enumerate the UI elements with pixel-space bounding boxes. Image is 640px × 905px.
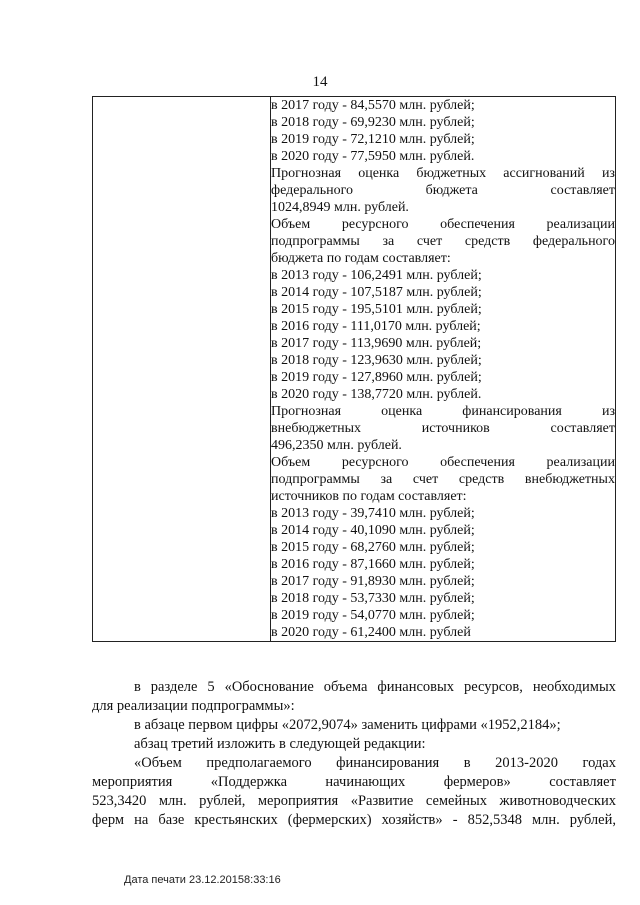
text-line: в 2016 году - 111,0170 млн. рублей;	[271, 319, 481, 334]
text-line: в 2015 году - 195,5101 млн. рублей;	[271, 302, 482, 317]
word: за	[380, 472, 393, 487]
word: реализации	[546, 455, 615, 470]
word: обеспечения	[440, 217, 515, 232]
word: бюджета	[425, 183, 478, 198]
text-line: в абзаце первом цифры «2072,9074» заменить цифрами «1952,2184»;	[134, 717, 561, 733]
text-line: в 2013 году - 39,7410 млн. рублей;	[271, 506, 475, 521]
word: средств	[464, 234, 511, 249]
justified-line	[271, 182, 615, 199]
text-line: бюджета по годам составляет:	[271, 251, 451, 266]
word: Объем	[271, 217, 311, 232]
word: составляет	[550, 183, 615, 198]
text-line: в 2017 году - 84,5570 млн. рублей;	[271, 98, 475, 113]
word: ферм	[92, 812, 125, 828]
text-line: в 2018 году - 53,7330 млн. рублей;	[271, 591, 475, 606]
word: начинающих	[325, 774, 406, 790]
word: «Развитие	[350, 793, 414, 809]
word: разделе	[150, 679, 198, 695]
word: счет	[412, 472, 439, 487]
page-number: 14	[312, 74, 328, 90]
word: внебюджетных	[271, 421, 362, 436]
word: мероприятия	[257, 793, 339, 809]
text-line: в 2015 году - 68,2760 млн. рублей;	[271, 540, 475, 555]
word: ассигнований	[503, 166, 585, 181]
amendment-text	[92, 678, 616, 830]
paragraph	[92, 678, 616, 716]
text-line: в 2019 году - 127,8960 млн. рублей;	[271, 370, 482, 385]
paragraph	[92, 754, 616, 830]
word: фермеров»	[443, 774, 511, 790]
word: в	[134, 679, 141, 695]
text-line: в 2017 году - 91,8930 млн. рублей;	[271, 574, 475, 589]
justified-line	[92, 792, 616, 811]
funding-lines	[271, 97, 615, 641]
justified-line	[271, 233, 615, 250]
word: 523,3420	[92, 793, 147, 809]
word: рублей,	[569, 812, 616, 828]
word: семейных	[425, 793, 487, 809]
text-line: в 2014 году - 107,5187 млн. рублей;	[271, 285, 482, 300]
text-line: в 2018 году - 69,9230 млн. рублей;	[271, 115, 475, 130]
table-left-cell	[93, 97, 271, 642]
text-line: в 2016 году - 87,1660 млн. рублей;	[271, 557, 475, 572]
word: крестьянских	[194, 812, 278, 828]
word: финансирования	[336, 755, 440, 771]
word: ресурсного	[341, 217, 409, 232]
word: обеспечения	[440, 455, 515, 470]
word: из	[601, 166, 615, 181]
word: подпрограммы	[271, 234, 360, 249]
text-line: в 2017 году - 113,9690 млн. рублей;	[271, 336, 482, 351]
text-line: абзац третий изложить в следующей редакции:	[134, 736, 426, 752]
word: федерального	[271, 183, 354, 198]
justified-line	[271, 165, 615, 182]
word: из	[601, 404, 615, 419]
word: мероприятия	[92, 774, 173, 790]
word: составляет	[550, 421, 615, 436]
word: «Обоснование	[224, 679, 314, 695]
word: составляет	[549, 774, 616, 790]
word: источников	[421, 421, 490, 436]
table-right-cell	[271, 97, 616, 642]
word: федерального	[532, 234, 615, 249]
word: объема	[323, 679, 368, 695]
word: базе	[158, 812, 185, 828]
word: Прогнозная	[271, 166, 342, 181]
word: средств	[458, 472, 505, 487]
word: млн.	[158, 793, 187, 809]
word: ресурсного	[341, 455, 409, 470]
text-line: в 2020 году - 61,2400 млн. рублей	[271, 625, 471, 640]
text-line: в 2018 году - 123,9630 млн. рублей;	[271, 353, 482, 368]
paragraph	[92, 735, 616, 754]
word: «Объем	[134, 755, 182, 771]
word: млн.	[531, 812, 560, 828]
word: оценка	[358, 166, 400, 181]
word: ресурсов,	[463, 679, 523, 695]
word: Объем	[271, 455, 311, 470]
word: 5	[207, 679, 215, 695]
word: в	[463, 755, 471, 771]
word: финансовых	[377, 679, 454, 695]
word: реализации	[546, 217, 615, 232]
word: бюджетных	[416, 166, 487, 181]
text-line: в 2019 году - 54,0770 млн. рублей;	[271, 608, 475, 623]
print-date: Дата печати 23.12.20158:33:16	[124, 874, 281, 886]
word: -	[452, 812, 458, 828]
justified-line	[92, 773, 616, 792]
word: 852,5348	[467, 812, 522, 828]
text-line: источников по годам составляет:	[271, 489, 467, 504]
justified-line	[271, 420, 615, 437]
text-line: в 2019 году - 72,1210 млн. рублей;	[271, 132, 475, 147]
justified-line	[92, 811, 616, 830]
word: финансирования	[462, 404, 562, 419]
text-line: для реализации подпрограммы»:	[92, 698, 295, 714]
word: внебюджетных	[524, 472, 615, 487]
word: 2013-2020	[495, 755, 558, 771]
text-line: 1024,8949 млн. рублей.	[271, 200, 409, 215]
word: счет	[416, 234, 443, 249]
text-line: в 2013 году - 106,2491 млн. рублей;	[271, 268, 482, 283]
word: годах	[582, 755, 616, 771]
word: (фермерских)	[287, 812, 372, 828]
word: подпрограммы	[271, 472, 360, 487]
word: оценка	[381, 404, 423, 419]
text-line: 496,2350 млн. рублей.	[271, 438, 402, 453]
justified-line	[271, 216, 615, 233]
word: хозяйств»	[381, 812, 443, 828]
word: предполагаемого	[206, 755, 312, 771]
justified-line	[271, 454, 615, 471]
justified-line	[92, 754, 616, 773]
subprogram-passport-table	[92, 96, 616, 642]
word: на	[134, 812, 149, 828]
paragraph	[92, 716, 616, 735]
word: за	[382, 234, 395, 249]
word: Прогнозная	[271, 404, 342, 419]
text-line: в 2020 году - 77,5950 млн. рублей.	[271, 149, 475, 164]
justified-line	[92, 678, 616, 697]
word: рублей,	[199, 793, 246, 809]
word: животноводческих	[499, 793, 616, 809]
text-line: в 2020 году - 138,7720 млн. рублей.	[271, 387, 482, 402]
justified-line	[271, 471, 615, 488]
word: необходимых	[532, 679, 616, 695]
justified-line	[271, 403, 615, 420]
text-line: в 2014 году - 40,1090 млн. рублей;	[271, 523, 475, 538]
word: «Поддержка	[210, 774, 288, 790]
